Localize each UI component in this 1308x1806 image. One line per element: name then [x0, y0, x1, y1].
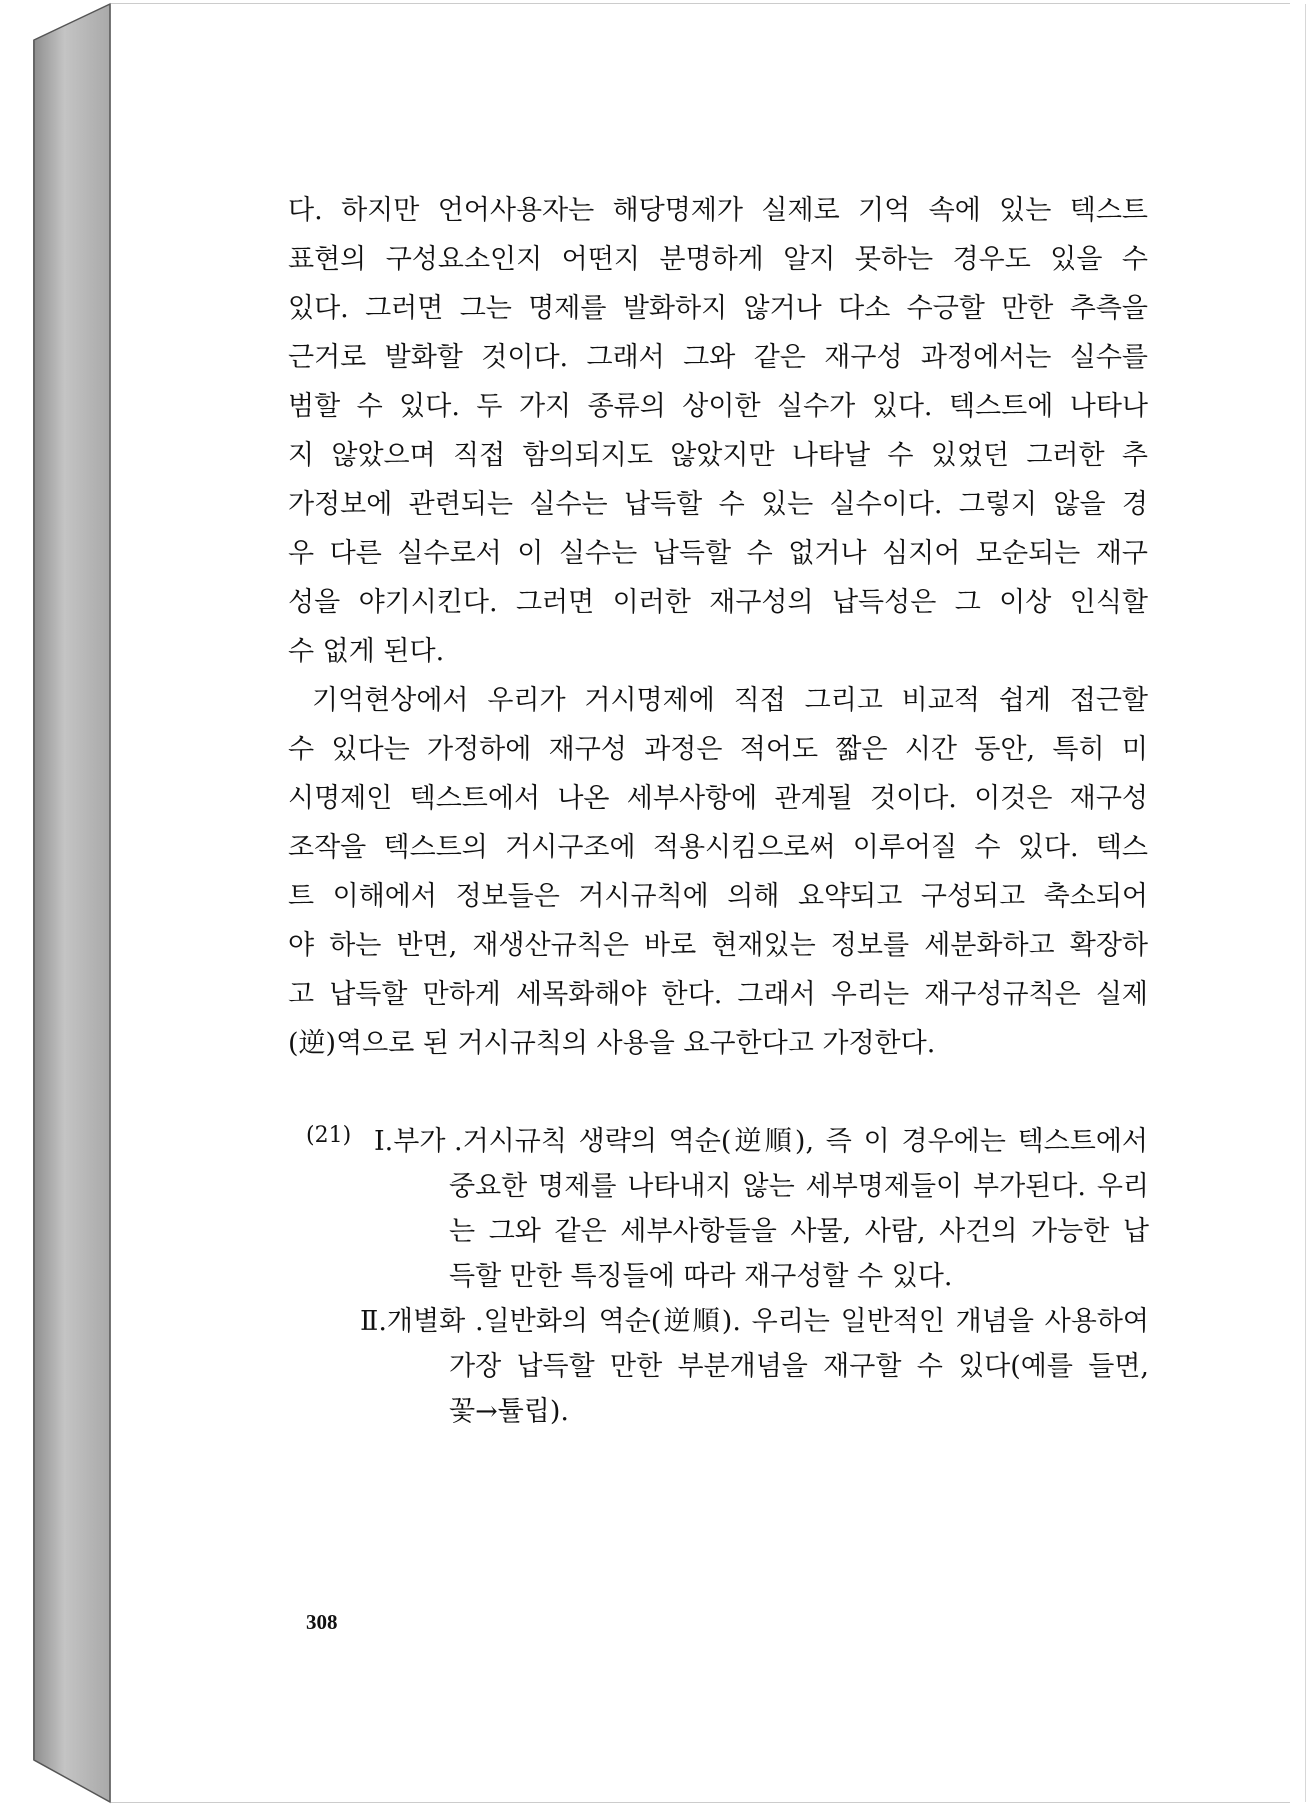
text-line: 조작을 텍스트의 거시구조에 적용시킴으로써 이루어질 수 있다. 텍스	[288, 832, 1148, 863]
text-line: 성을 야기시킨다. 그러면 이러한 재구성의 납득성은 그 이상 인식할	[288, 587, 1148, 618]
text-line: 우 다른 실수로서 이 실수는 납득할 수 없거나 심지어 모순되는 재구	[288, 538, 1148, 569]
text-line: 기억현상에서 우리가 거시명제에 직접 그리고 비교적 쉽게 접근할	[312, 685, 1148, 716]
item-2-line: 가장 납득할 만한 부분개념을 재구할 수 있다(예를 들면,	[449, 1351, 1149, 1382]
item-1-line: 중요한 명제를 나타내지 않는 세부명제들이 부가된다. 우리	[449, 1171, 1149, 1202]
item-1-line: 득할 만한 특징들에 따라 재구성할 수 있다.	[449, 1261, 953, 1292]
item-2-line: .일반화의 역순(逆順). 우리는 일반적인 개념을 사용하여	[475, 1306, 1149, 1337]
item-1-line: 는 그와 같은 세부사항들을 사물, 사람, 사건의 가능한 납	[449, 1216, 1149, 1247]
text-line: 근거로 발화할 것이다. 그래서 그와 같은 재구성 과정에서는 실수를	[288, 342, 1148, 373]
paragraph-2	[288, 676, 1148, 1068]
text-line: 지 않았으며 직접 함의되지도 않았지만 나타날 수 있었던 그러한 추	[288, 440, 1148, 471]
example-number: (21)	[306, 1123, 352, 1148]
item-1-line: .거시규칙 생략의 역순(逆順), 즉 이 경우에는 텍스트에서	[454, 1126, 1148, 1157]
text-line: 수 있다는 가정하에 재구성 과정은 적어도 짧은 시간 동안, 특히 미	[288, 734, 1148, 765]
text-line: 범할 수 있다. 두 가지 종류의 상이한 실수가 있다. 텍스트에 나타나	[288, 391, 1148, 422]
paragraph-1	[288, 186, 1148, 676]
text-line: 표현의 구성요소인지 어떤지 분명하게 알지 못하는 경우도 있을 수	[288, 244, 1148, 275]
text-line: 가정보에 관련되는 실수는 납득할 수 있는 실수이다. 그렇지 않을 경	[288, 489, 1148, 520]
text-line: 수 없게 된다.	[288, 636, 445, 667]
text-line: 시명제인 텍스트에서 나온 세부사항에 관계될 것이다. 이것은 재구성	[288, 783, 1148, 814]
page-number: 308	[306, 1610, 338, 1634]
text-line: (逆)역으로 된 거시규칙의 사용을 요구한다고 가정한다.	[288, 1028, 936, 1059]
text-line: 다. 하지만 언어사용자는 해당명제가 실제로 기억 속에 있는 텍스트	[288, 195, 1148, 226]
text-line: 야 하는 반면, 재생산규칙은 바로 현재있는 정보를 세분화하고 확장하	[288, 930, 1148, 961]
text-line: 트 이해에서 정보들은 거시규칙에 의해 요약되고 구성되고 축소되어	[288, 881, 1148, 912]
text-line: 고 납득할 만하게 세목화해야 한다. 그래서 우리는 재구성규칙은 실제	[288, 979, 1148, 1010]
item-2-line: 꽃→튤립).	[449, 1396, 569, 1427]
text-line: 있다. 그러면 그는 명제를 발화하지 않거나 다소 수긍할 만한 추측을	[288, 293, 1148, 324]
